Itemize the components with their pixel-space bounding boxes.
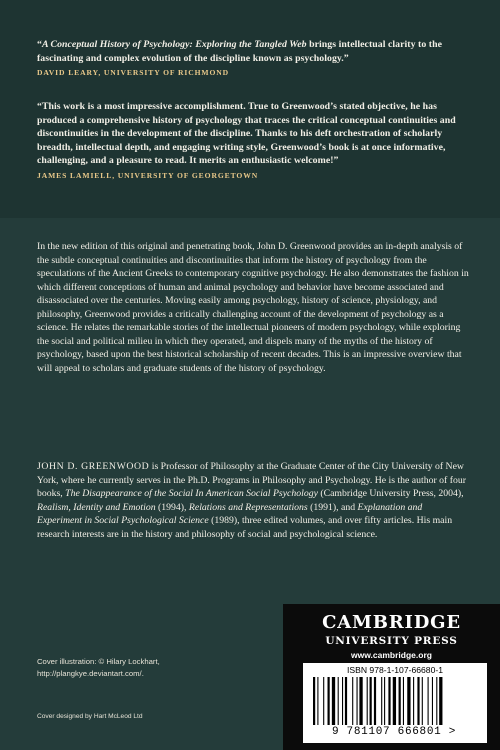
barcode-card xyxy=(303,663,487,743)
illustration-credit-url: http://plangkye.deviantart.com/. xyxy=(37,668,144,678)
endorsement-2 xyxy=(37,100,467,180)
book-title: Relations and Representations xyxy=(188,501,308,513)
book-title: Explanation and Experiment in Social Psychological Science xyxy=(37,501,423,527)
book-description: In the new edition of this original and penetrating book, John D. Greenwood provides an in-depth analysis of the subtle conceptual continuities and discontinuities that inform the history of psychology from the speculations of the Ancient Greeks to contemporary cognitive psychology. He also demonstrates the fashion in which different conceptions of human and animal psychology and behavior have become associated and disassociated over the centuries. Moving easily among psychology, history of science, physiology, and philosophy, Greenwood provides a critically challenging account of the development of psychology as a science. He relates the remarkable stories of the intellectual pioneers of modern psychology, while exploring the social and political milieu in which they operated, and dispels many of the myths of the history of psychology, based upon the best historical scholarship of recent decades. This is an impressive overview that will appeal to scholars and graduate students of the history of psychology. xyxy=(37,241,469,374)
illustration-credit: Cover illustration: © Hilary Lockhart, http://plangkye.deviantart.com/. xyxy=(37,657,160,678)
design-credit: Cover designed by Hart McLeod Ltd xyxy=(37,713,143,720)
publisher-url: www.cambridge.org xyxy=(351,650,432,660)
barcode-digits: 9 781107 666801 > xyxy=(331,726,457,738)
endorsement-2-text: “This work is a most impressive accomplishment. True to Greenwood’s stated objective, he has produced a comprehensive history of psychology that traces the critical conceptual continuities and discontinuities in the development of the discipline. Thanks to his deft orchestration of scholarly breadth, intellectual depth, and engaging writing style, Greenwood’s book is at once informative, challenging, and a pleasure to read. It merits an enthusiastic welcome!” xyxy=(37,101,456,167)
endorsement-2-attribution: JAMES LAMIELL, UNIVERSITY OF GEORGETOWN xyxy=(37,170,259,180)
isbn-number: ISBN 978-1-107-66680-1 xyxy=(346,665,444,675)
endorsement-1-text: “A Conceptual History of Psychology: Exploring the Tangled Web brings intellectual clarity to the fascinating and complex evolution of the discipline known as psychology.” xyxy=(37,39,442,64)
author-bio: JOHN D. GREENWOOD is Professor of Philosophy at the Graduate Center of the City University of New York, where he currently serves in the Ph.D. Programs in Philosophy and Psychology. He is the author of four books, The Disappearance of the Social In American Social Psychology (Cambridge University Press, 2004), Realism, Identity and Emotion (1994), Relations and Representations (1991), and Explanation and Experiment in Social Psychological Science (1989), three edited volumes, and over fifty articles. His main research interests are in the history and philosophy of social and psychological science. xyxy=(37,461,466,540)
book-title: The Disappearance of the Social In American Social Psychology xyxy=(65,488,318,500)
endorsement-1 xyxy=(37,38,467,77)
endorsement-1-book-title: A Conceptual History of Psychology: Exploring the Tangled Web xyxy=(41,39,307,50)
publisher-name: CAMBRIDGE xyxy=(322,612,461,633)
publisher-press: UNIVERSITY PRESS xyxy=(325,635,458,647)
endorsement-1-attribution: DAVID LEARY, UNIVERSITY OF RICHMOND xyxy=(37,68,230,78)
barcode-icon xyxy=(311,677,479,727)
author-name: JOHN D. GREENWOOD xyxy=(37,461,150,472)
book-title: Realism, Identity and Emotion xyxy=(37,501,156,513)
